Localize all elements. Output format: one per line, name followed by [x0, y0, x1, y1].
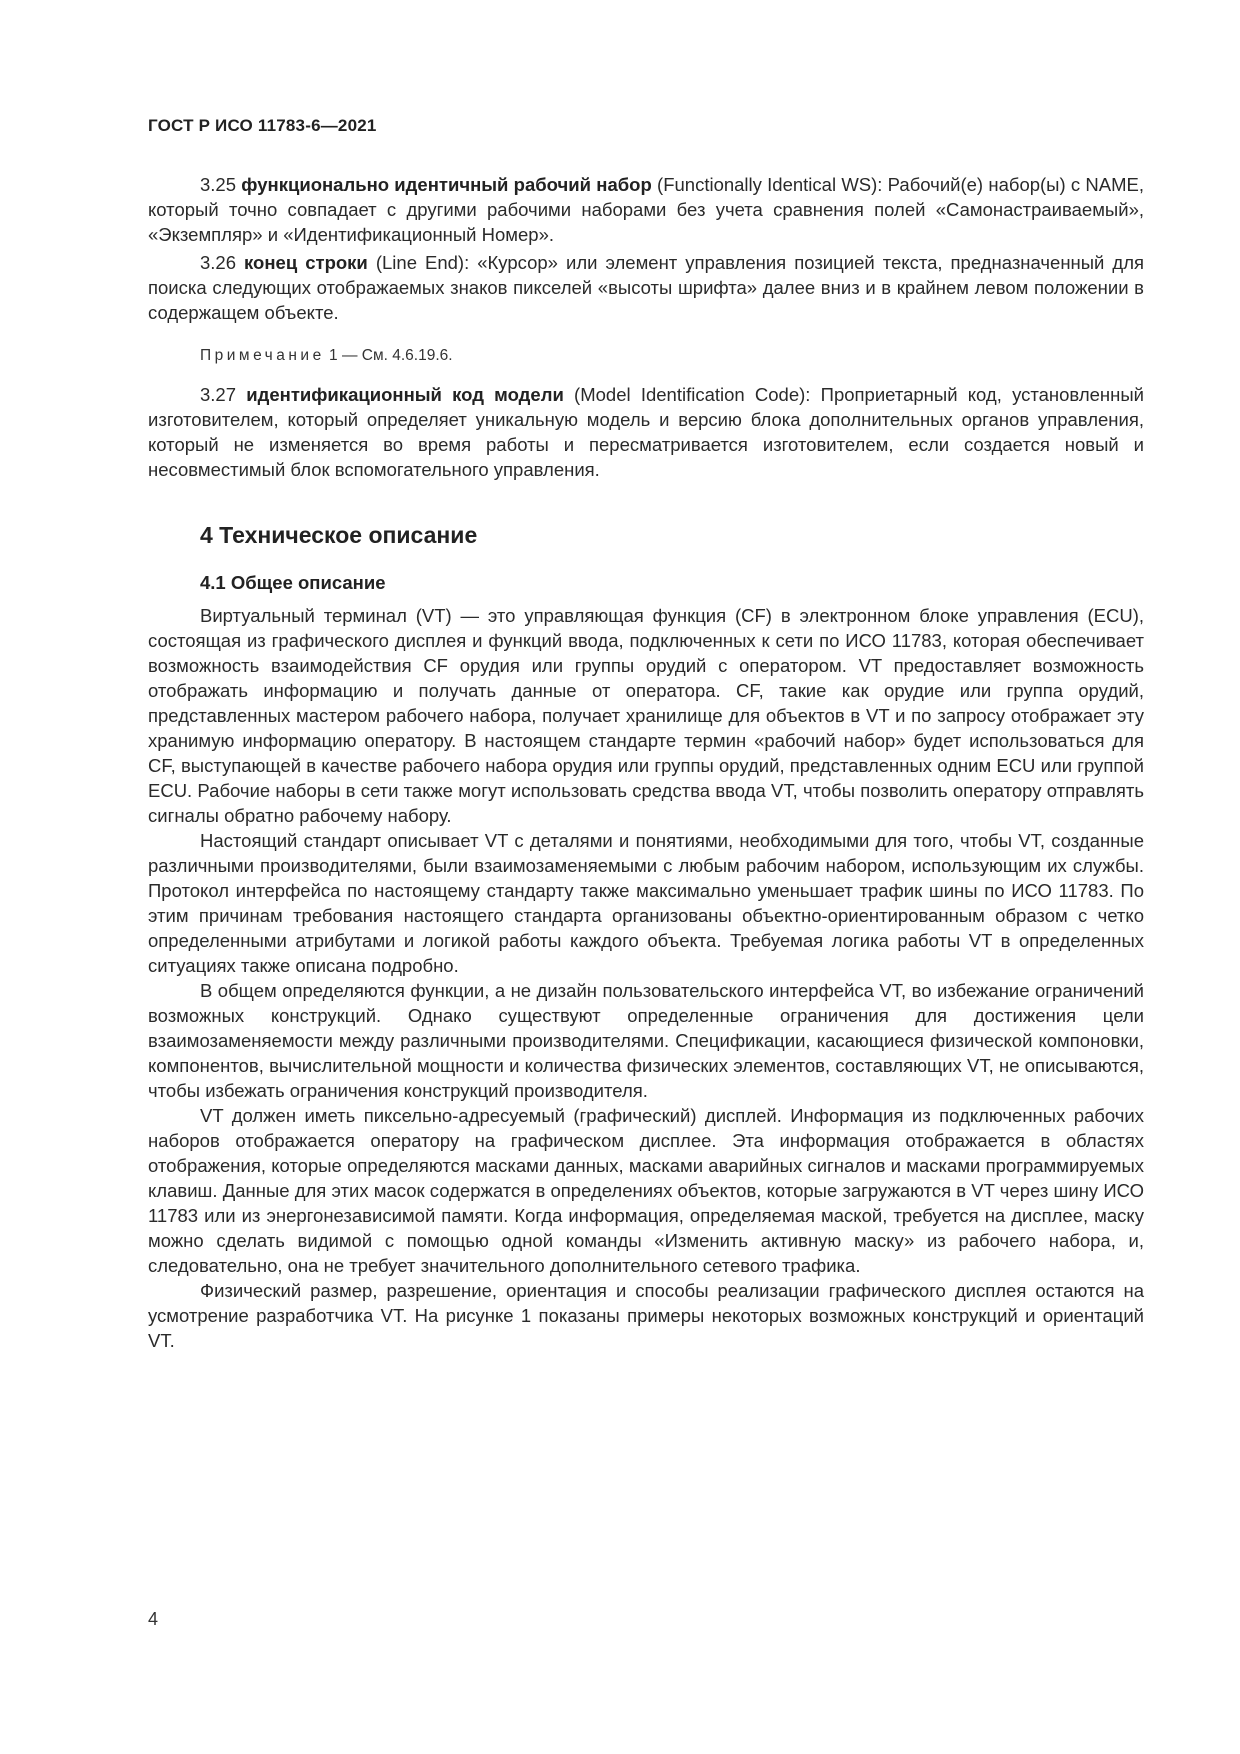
term-number: 3.26	[200, 252, 237, 273]
paragraph: В общем определяются функции, а не дизайн пользовательского интерфейса VT, во избежание ограничений возможных конструкций. Однако существуют определенные ограничения для достижения цели взаимозаменяемости между различными производителями. Спецификации, касающиеся физической компоновки, компонентов, вычислительной мощности и количества физических элементов, составляющих VT, не описываются, чтобы избежать ограничения конструкций производителя.	[148, 980, 1144, 1101]
page-number: 4	[148, 1609, 159, 1629]
document-body	[148, 172, 1144, 1353]
document-header: ГОСТ Р ИСО 11783-6—2021	[148, 116, 377, 135]
term-title: идентификационный код модели	[246, 384, 564, 405]
note	[148, 343, 1144, 368]
term-definition: (Line End): «Курсор» или элемент управления позицией текста, предназначенный для поиска следующих отображаемых знаков пикселей «высоты шрифта» далее вниз и в крайнем левом положении в содержащем объекте.	[148, 252, 1145, 323]
note-label: Примечание	[200, 347, 325, 364]
term-3-26	[148, 250, 1144, 325]
paragraph: Настоящий стандарт описывает VT с деталями и понятиями, необходимыми для того, чтобы VT, созданные различными производителями, были взаимозаменяемыми с любым рабочим набором, использующим их службы. Протокол интерфейса по настоящему стандарту также максимально уменьшает трафик шины по ИСО 11783. По этим причинам требования настоящего стандарта организованы объектно-ориентированным образом с четко определенными атрибутами и логикой работы каждого объекта. Требуемая логика работы VT в определенных ситуациях также описана подробно.	[148, 830, 1144, 976]
paragraph: VT должен иметь пиксельно-адресуемый (графический) дисплей. Информация из подключенных рабочих наборов отображается оператору на графическом дисплее. Эта информация отображается в областях отображения, которые определяются масками данных, масками аварийных сигналов и масками программируемых клавиш. Данные для этих масок содержатся в определениях объектов, которые загружаются в VT через шину ИСО 11783 или из энергонезависимой памяти. Когда информация, определяемая маской, требуется на дисплее, маску можно сделать видимой с помощью одной команды «Изменить активную маску» из рабочего набора, и, следовательно, она не требует значительного дополнительного сетевого трафика.	[148, 1105, 1144, 1276]
term-3-25	[148, 172, 1144, 247]
subsection-heading: 4.1 Общее описание	[200, 572, 386, 593]
note-text: 1 — См. 4.6.19.6.	[329, 347, 453, 364]
term-title: функционально идентичный рабочий набор	[241, 174, 652, 195]
paragraph: Виртуальный терминал (VT) — это управляющая функция (CF) в электронном блоке управления (ECU), состоящая из графического дисплея и функций ввода, подключенных к сети по ИСО 11783, которая обеспечивает возможность взаимодействия CF орудия или группы орудий с оператором. VT предоставляет возможность отображать информацию и получать данные от оператора. CF, такие как орудие или группа орудий, представленных мастером рабочего набора, получает хранилище для объектов в VT и по запросу отображает эту хранимую информацию оператору. В настоящем стандарте термин «рабочий набор» будет использоваться для CF, выступающей в качестве рабочего набора орудия или группы орудий, представленных одним ECU или группой ECU. Рабочие наборы в сети также могут использовать средства ввода VT, чтобы позволить оператору отправлять сигналы обратно рабочему набору.	[148, 605, 1144, 826]
term-3-27	[148, 382, 1144, 482]
term-number: 3.27	[200, 384, 237, 405]
term-definition: (Model Identification Code): Проприетарный код, установленный изготовителем, который определяет уникальную модель и версию блока дополнительных органов управления, который не изменяется во время работы и пересматривается изготовителем, если создается новый и несовместимый блок вспомогательного управления.	[148, 384, 1144, 480]
section-heading: 4 Техническое описание	[200, 522, 478, 548]
term-title: конец строки	[244, 252, 368, 273]
term-number: 3.25	[200, 174, 237, 195]
paragraph: Физический размер, разрешение, ориентация и способы реализации графического дисплея остаются на усмотрение разработчика VT. На рисунке 1 показаны примеры некоторых возможных конструкций и ориентаций VT.	[148, 1280, 1144, 1351]
term-definition: (Functionally Identical WS): Рабочий(е) набор(ы) с NAME, который точно совпадает с другими рабочими наборами без учета сравнения полей «Самонастраиваемый», «Экземпляр» и «Идентификационный Номер».	[148, 174, 1144, 245]
